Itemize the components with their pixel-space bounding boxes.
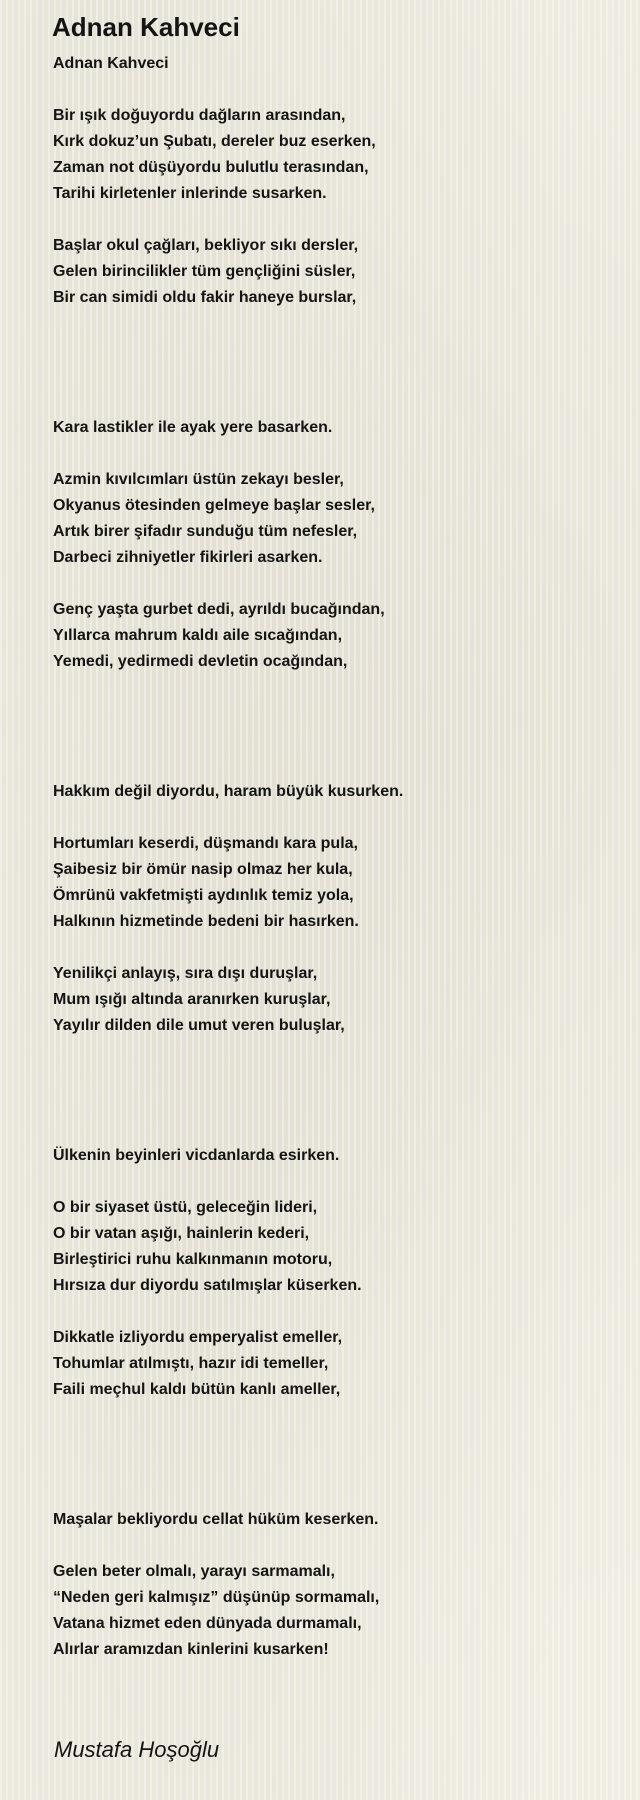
stanza-4 [53,467,613,571]
poem-line: Şaibesiz bir ömür nasip olmaz her kula, [53,861,353,878]
stanza-9 [53,1143,613,1169]
poem-line: Yenilikçi anlayış, sıra dışı duruşlar, [53,965,318,982]
poem-line: Yıllarca mahrum kaldı aile sıcağından, [53,627,343,644]
poem-line: Başlar okul çağları, bekliyor sıkı dersler, [53,237,359,254]
stanza-11 [53,1325,613,1403]
poem-line: Hırsıza dur diyordu satılmışlar küserken. [53,1277,362,1294]
poem-line: Halkının hizmetinde bedeni bir hasırken. [53,913,359,930]
poem-line: Bir can simidi oldu fakir haneye burslar, [53,289,357,306]
poem-line: Artık birer şifadır sunduğu tüm nefesler, [53,523,358,540]
poem-line: Kara lastikler ile ayak yere basarken. [53,419,333,436]
stanza-8 [53,961,613,1039]
poem-line: Gelen birincilikler tüm gençliğini süsler, [53,263,356,280]
poem-line: Alırlar aramızdan kinlerini kusarken! [53,1641,329,1658]
poem-line: Gelen beter olmalı, yarayı sarmamalı, [53,1563,335,1580]
poem-line: Tohumlar atılmıştı, hazır idi temeller, [53,1355,329,1372]
poem-line: Mum ışığı altında aranırken kuruşlar, [53,991,331,1008]
poem-line: Bir ışık doğuyordu dağların arasından, [53,107,346,124]
poem-line: Hakkım değil diyordu, haram büyük kusurken. [53,783,404,800]
stanza-7 [53,831,613,935]
poem-line: Maşalar bekliyordu cellat hüküm keserken. [53,1511,379,1528]
stanza-13 [53,1559,613,1663]
poem-line: Tarihi kirletenler inlerinde susarken. [53,185,327,202]
stanza-10 [53,1195,613,1299]
poem-line: O bir siyaset üstü, geleceğin lideri, [53,1199,318,1216]
poem-line: Yayılır dilden dile umut veren buluşlar, [53,1017,345,1034]
poem-line: Birleştirici ruhu kalkınmanın motoru, [53,1251,333,1268]
poem-title: Adnan Kahveci [52,12,240,42]
stanza-5 [53,597,613,675]
poem-line: Hortumları keserdi, düşmandı kara pula, [53,835,358,852]
stanza-12 [53,1507,613,1533]
author-name: Mustafa Hoşoğlu [54,1737,220,1762]
poem-line: Darbeci zihniyetler fikirleri asarken. [53,549,323,566]
poem-line: Azmin kıvılcımları üstün zekayı besler, [53,471,344,488]
stanza-6 [53,779,613,805]
stanza-3 [53,415,613,441]
stanza-1 [53,103,613,207]
poem-line: Ömrünü vakfetmişti aydınlık temiz yola, [53,887,354,904]
poem-line: Ülkenin beyinleri vicdanlarda esirken. [53,1147,340,1164]
poem-line: Faili meçhul kaldı bütün kanlı ameller, [53,1381,341,1398]
poem-line: O bir vatan aşığı, hainlerin kederi, [53,1225,310,1242]
poem-line: Dikkatle izliyordu emperyalist emeller, [53,1329,343,1346]
poem-line: Genç yaşta gurbet dedi, ayrıldı bucağından, [53,601,385,618]
poem-body [53,103,613,1663]
stanza-2 [53,233,613,311]
poem-line: Okyanus ötesinden gelmeye başlar sesler, [53,497,375,514]
poem-line: “Neden geri kalmışız” düşünüp sormamalı, [53,1589,380,1606]
poem-subtitle: Adnan Kahveci [53,55,169,72]
poem-line: Zaman not düşüyordu bulutlu terasından, [53,159,369,176]
poem-line: Vatana hizmet eden dünyada durmamalı, [53,1615,362,1632]
poem-line: Kırk dokuz’un Şubatı, dereler buz eserken, [53,133,376,150]
poem-line: Yemedi, yedirmedi devletin ocağından, [53,653,348,670]
